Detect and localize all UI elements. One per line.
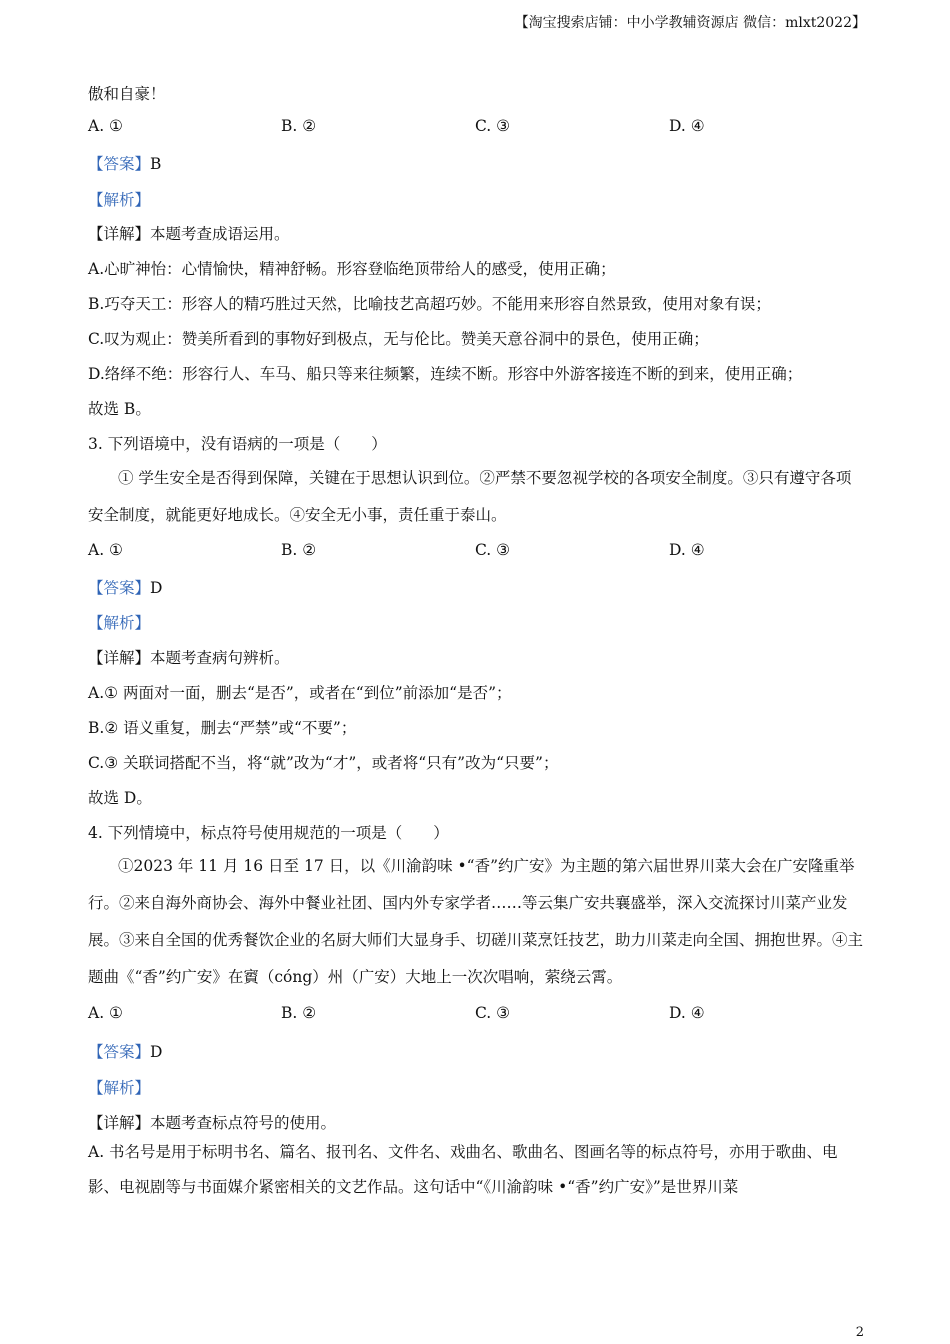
answer-line: [88, 152, 161, 174]
answer-value: D: [150, 1043, 163, 1061]
option-b: B. ②: [281, 1004, 317, 1022]
answer-tag: 【答案】: [88, 579, 151, 597]
conclusion-line: 故选 B。: [88, 400, 151, 418]
explanation-line: C.③ 关联词搭配不当，将“就”改为“才”，或者将“只有”改为“只要”；: [88, 754, 559, 772]
option-c: C. ③: [475, 541, 511, 559]
page-header: 【淘宝搜索店铺：中小学教辅资源店 微信：mlxt2022】: [514, 15, 866, 31]
question-4-stem: 4. 下列情境中，标点符号使用规范的一项是（ ）: [88, 824, 449, 842]
option-b: B. ②: [281, 117, 317, 135]
explanation-line: B.巧夺天工：形容人的精巧胜过天然，比喻技艺高超巧妙。不能用来形容自然景致，使用对象有误；: [88, 295, 771, 313]
question-3-stem: 3. 下列语境中，没有语病的一项是（ ）: [88, 435, 387, 453]
question-2-stem-tail: 傲和自豪！: [88, 85, 166, 103]
answer-value: B: [150, 155, 162, 173]
detail-line: 【详解】本题考查标点符号的使用。: [88, 1114, 337, 1132]
explanation-paragraph: A. 书名号是用于标明书名、篇名、报刊名、文件名、戏曲名、歌曲名、图画名等的标点符号，亦用于歌曲、电影、电视剧等与书面媒介紧密相关的文艺作品。这句话中“《川渝韵味 •“香”约广安》”是世界川菜: [88, 1143, 838, 1196]
option-d: D. ④: [669, 541, 705, 559]
explanation-line: A.心旷神怡：心情愉快，精神舒畅。形容登临绝顶带给人的感受，使用正确；: [88, 260, 616, 278]
answer-tag: 【答案】: [88, 155, 151, 173]
explanation-line: C.叹为观止：赞美所看到的事物好到极点，无与伦比。赞美天意谷洞中的景色，使用正确；: [88, 330, 709, 348]
explanation-line: A.① 两面对一面，删去“是否”，或者在“到位”前添加“是否”；: [88, 684, 512, 702]
option-d: D. ④: [669, 117, 705, 135]
answer-line: [88, 576, 162, 598]
option-a: A. ①: [88, 541, 123, 559]
option-c: C. ③: [475, 1004, 511, 1022]
explanation-line: D.络绎不绝：形容行人、车马、船只等来往频繁，连续不断。形容中外游客接连不断的到来，使用正确；: [88, 365, 803, 383]
option-d: D. ④: [669, 1004, 705, 1022]
question-3-passage: ① 学生安全是否得到保障，关键在于思想认识到位。②严禁不要忽视学校的各项安全制度。③只有遵守各项安全制度，就能更好地成长。④安全无小事，责任重于泰山。: [88, 469, 852, 524]
explanation-line: B.② 语义重复，删去“严禁”或“不要”；: [88, 719, 357, 737]
detail-line: 【详解】本题考查成语运用。: [88, 225, 290, 243]
analysis-tag: 【解析】: [88, 614, 151, 632]
option-a: A. ①: [88, 1004, 123, 1022]
option-a: A. ①: [88, 117, 123, 135]
question-4-passage: ①2023 年 11 月 16 日至 17 日，以《川渝韵味 •“香”约广安》为主题的第六届世界川菜大会在广安隆重举行。②来自海外商协会、海外中餐业社团、国内外专家学者……等云集广安共襄盛举，深入交流探讨川菜产业发展。③来自全国的优秀餐饮企业的名厨大师们大显身手、切磋川菜烹饪技艺，助力川菜走向全国、拥抱世界。④主题曲《“香”约广安》在賨（cóng）州（广安）大地上一次次唱响，萦绕云霄。: [88, 857, 864, 986]
option-b: B. ②: [281, 541, 317, 559]
answer-value: D: [150, 579, 163, 597]
analysis-tag: 【解析】: [88, 191, 151, 209]
detail-line: 【详解】本题考查病句辨析。: [88, 649, 290, 667]
page-number: 2: [855, 1325, 864, 1340]
answer-line: [88, 1040, 162, 1062]
conclusion-line: 故选 D。: [88, 789, 152, 807]
answer-tag: 【答案】: [88, 1043, 151, 1061]
option-c: C. ③: [475, 117, 511, 135]
analysis-tag: 【解析】: [88, 1079, 151, 1097]
